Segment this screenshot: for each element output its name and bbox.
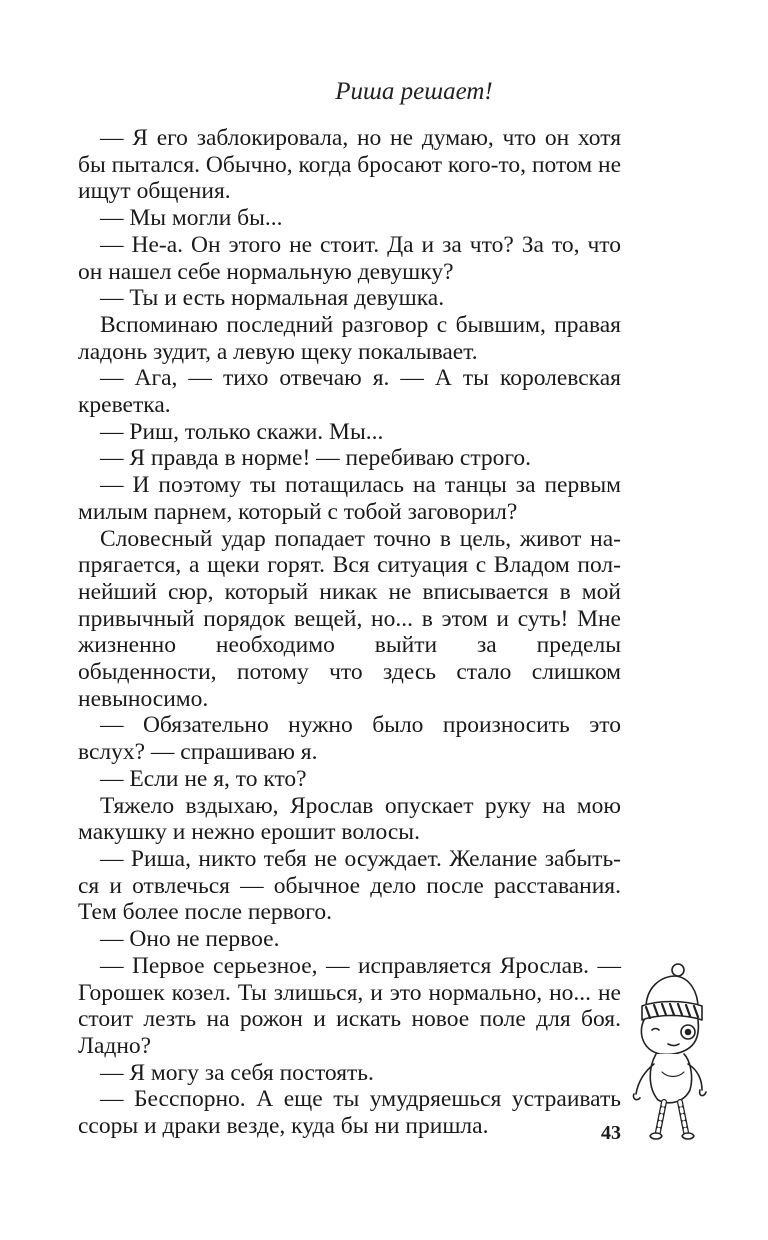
paragraph: Вспоминаю последний разговор с бывшим, правая ладонь зудит, а левую щеку покалывает. [78,311,621,365]
paragraph: — Бесспорно. А еще ты умудряешься устраивать ссоры и драки везде, куда бы ни пришла. [78,1086,621,1140]
page-number: 43 [601,1122,621,1144]
paragraph: — Риша, никто тебя не осуждает. Желание забыться и отвлечься — обычное дело после расставания. Тем более после первого. [78,845,621,926]
paragraph: — Я его заблокировала, но не думаю, что он хотя бы пытался. Обычно, когда бросают кого-то, потом не ищут общения. [78,125,621,205]
paragraph: Тяжело вздыхаю, Ярослав опускает руку на мою макушку и нежно ерошит волосы. [78,792,621,846]
paragraph: — И поэтому ты потащилась на танцы за первым милым парнем, который с тобой заговорил? [78,472,621,525]
paragraph: — Оно не первое. [100,926,280,953]
paragraph: Словесный удар попадает точно в цель, живот напрягается, а щеки горят. Вся ситуация с Владом полнейший сюр, который никак не вписывается в мой привычный порядок вещей, но... в этом и суть! Мне жизненно необходимо выйти за пределы обыденности, потому что здесь стало слишком невыносимо. [78,525,621,712]
paragraph: — Обязательно нужно было произносить это вслух? — спрашиваю я. [78,712,621,766]
running-head: Риша решает! [335,78,493,105]
paragraph: — Я могу за себя постоять. [100,1059,374,1086]
body-text [78,125,621,1140]
paragraph: — Ты и есть нормальная девушка. [100,285,445,312]
paragraph: — Если не я, то кто? [100,765,307,792]
mascot-illustration [628,960,708,1150]
paragraph: — Ага, — тихо отвечаю я. — А ты королевская креветка. [78,365,621,419]
paragraph: — Первое серьезное, — исправляется Ярослав. — Горошек козел. Ты злишься, и это нормально, но... не стоит лезть на рожон и искать новое поле для боя. Ладно? [78,952,621,1059]
paragraph: — Я правда в норме! — перебиваю строго. [100,445,532,472]
paragraph: — Риш, только скажи. Мы... [100,418,384,445]
paragraph: — Не-а. Он этого не стоит. Да и за что? За то, что он нашел себе нормальную девушку? [78,231,621,285]
paragraph: — Мы могли бы... [100,205,283,232]
